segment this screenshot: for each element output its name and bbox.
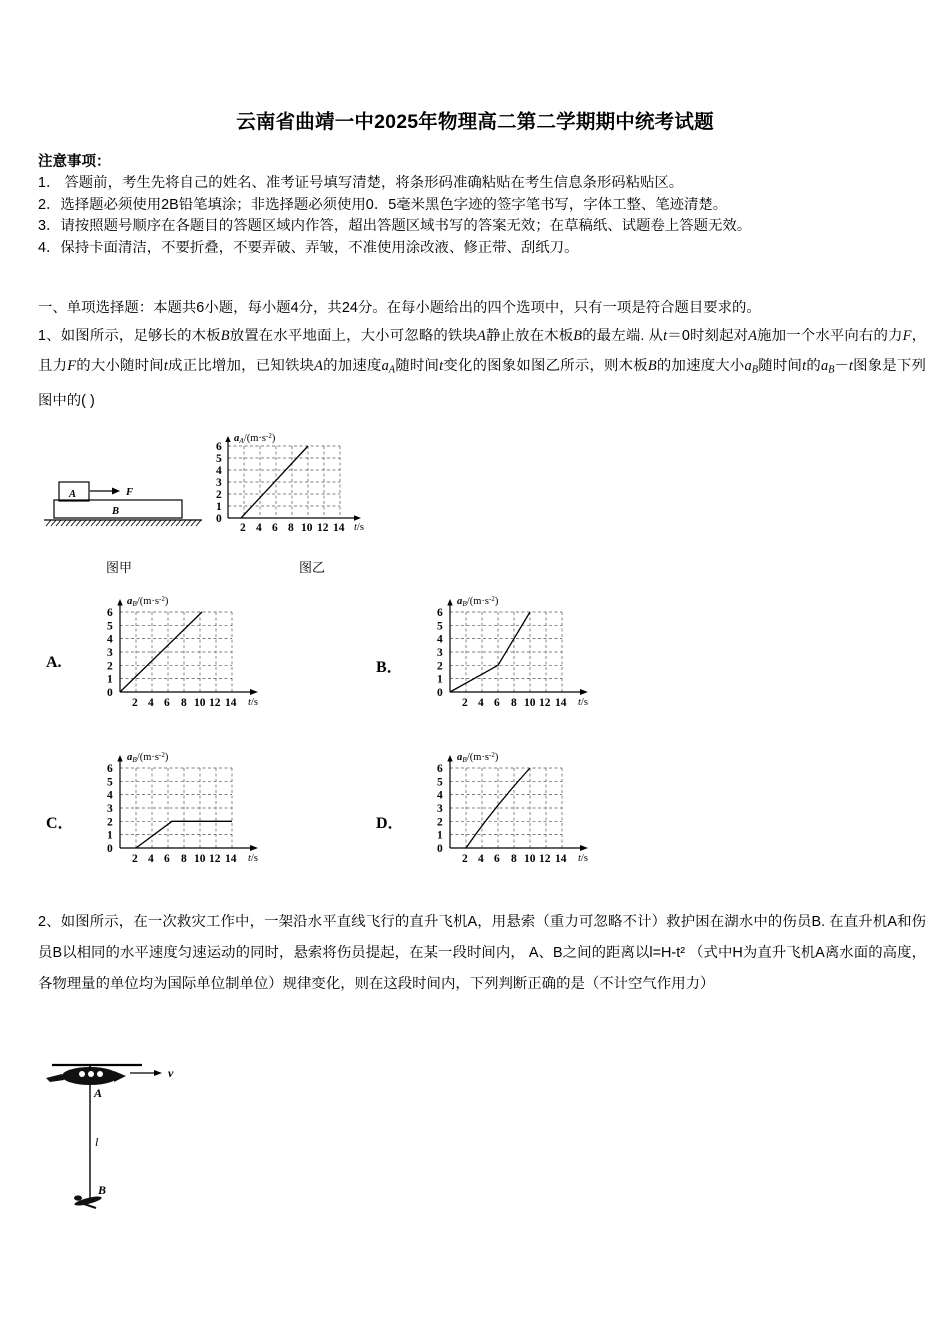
c-xtick-12: 12 xyxy=(209,853,221,865)
q1-seg-12: 变化的图象如图乙所示，则木板 xyxy=(443,358,648,374)
d-ytick-6: 6 xyxy=(437,763,443,775)
d-xtick-8: 8 xyxy=(511,853,517,865)
helicopter-tail xyxy=(46,1074,64,1082)
d-x-axis-label: t/s xyxy=(578,853,588,864)
b-xtick-14: 14 xyxy=(555,697,567,709)
d-ytick-1: 1 xyxy=(437,829,443,842)
notice-item-3: 3．请按照题号顺序在各题目的答题区域内作答，超出答题区域书写的答案无效；在草稿纸、试题卷上答题无效。 xyxy=(38,218,752,234)
notice-block xyxy=(38,152,918,259)
q1-seg-2: 放置在水平地面上，大小可忽略的铁块 xyxy=(229,328,478,344)
q1-var-a1: A xyxy=(477,328,486,344)
c-ytick-2: 2 xyxy=(107,816,113,829)
option-b[interactable] xyxy=(372,592,672,727)
d-xtick-12: 12 xyxy=(539,853,551,865)
c-xtick-6: 6 xyxy=(164,853,170,865)
question-1-text xyxy=(38,321,926,416)
c-y-axis-arrow xyxy=(117,755,122,762)
a-x-axis-label: t/s xyxy=(248,697,258,708)
figure-helicopter xyxy=(44,1058,224,1218)
yi-xtick-14: 14 xyxy=(333,522,345,534)
c-xtick-4: 4 xyxy=(148,853,154,865)
option-a-letter: A. xyxy=(46,654,62,671)
q1-seg-11: 随时间 xyxy=(395,358,440,374)
q1-seg-8: 的大小随时间 xyxy=(76,358,164,374)
figure-jia-yi xyxy=(42,432,392,577)
b-ytick-3: 3 xyxy=(437,647,443,659)
yi-xtick-8: 8 xyxy=(288,522,294,534)
yi-ytick-1: 1 xyxy=(216,501,222,513)
yi-xtick-4: 4 xyxy=(256,522,262,534)
a-xtick-10: 10 xyxy=(194,697,206,709)
q1-var-aB2: a xyxy=(820,358,829,374)
d-ytick-5: 5 xyxy=(437,776,443,789)
a-ytick-1: 1 xyxy=(107,673,113,686)
b-xtick-6: 6 xyxy=(494,697,500,709)
b-ytick-6: 6 xyxy=(437,607,443,619)
a-xtick-14: 14 xyxy=(225,697,237,709)
person-label-b: B xyxy=(98,1183,107,1197)
q1-seg-5: ＝0时刻起对 xyxy=(667,328,749,344)
figure-jia-caption: 图甲 xyxy=(105,560,132,575)
d-ytick-0: 0 xyxy=(437,843,443,855)
q1-var-f1: F xyxy=(902,328,912,344)
q1-seg-3: 静止放在木板 xyxy=(485,328,574,344)
q1-var-aA-sub: A xyxy=(388,364,396,376)
yi-ytick-6: 6 xyxy=(216,441,222,453)
d-ytick-4: 4 xyxy=(437,789,443,802)
yi-x-axis-label: t/s xyxy=(354,522,364,533)
a-xtick-6: 6 xyxy=(164,697,170,709)
d-ytick-3: 3 xyxy=(437,803,443,815)
b-x-axis-arrow xyxy=(580,689,588,695)
page-title: 云南省曲靖一中2025年物理高二第二学期期中统考试题 xyxy=(236,111,714,133)
d-gridlines xyxy=(450,768,562,848)
figure-yi-caption: 图乙 xyxy=(298,560,325,575)
q1-seg-15: 的 xyxy=(806,358,821,374)
q1-var-aB2-sub: B xyxy=(828,364,835,376)
c-xtick-14: 14 xyxy=(225,853,237,865)
q1-seg-7: ，且力 xyxy=(38,328,926,374)
q1-seg-14: 随时间 xyxy=(758,358,803,374)
q1-seg-1: 如图所示，足够长的木板 xyxy=(60,328,221,344)
q1-number: 1、 xyxy=(38,328,61,344)
option-b-chart xyxy=(410,592,620,722)
yi-ytick-0: 0 xyxy=(216,513,222,525)
d-xtick-2: 2 xyxy=(462,853,468,865)
q1-seg-10: 的加速度 xyxy=(322,358,382,374)
c-xtick-10: 10 xyxy=(194,853,206,865)
velocity-arrow-head xyxy=(154,1070,162,1076)
q1-seg-4: 的最左端. 从 xyxy=(582,328,664,344)
b-ytick-2: 2 xyxy=(437,660,443,673)
c-xtick-8: 8 xyxy=(181,853,187,865)
q1-seg-13: 的加速度大小 xyxy=(656,358,745,374)
b-ytick-5: 5 xyxy=(437,620,443,633)
section-heading: 一、单项选择题：本题共6小题，每小题4分，共24分。在每小题给出的四个选项中，只有一项是符合题目要求的。 xyxy=(38,300,761,316)
c-ytick-1: 1 xyxy=(107,829,113,842)
yi-ytick-2: 2 xyxy=(216,489,222,501)
a-gridlines xyxy=(120,612,232,692)
force-arrow-head xyxy=(112,488,120,495)
a-xtick-12: 12 xyxy=(209,697,221,709)
b-ytick-0: 0 xyxy=(437,687,443,699)
a-ytick-4: 4 xyxy=(107,633,113,646)
a-ytick-2: 2 xyxy=(107,660,113,673)
notice-item-1: 1． 答题前，考生先将自己的姓名、准考证号填写清楚，将条形码准确粘贴在考生信息条形码粘贴区。 xyxy=(38,175,684,191)
ground-hatching xyxy=(46,520,201,526)
b-y-axis-label: $aB/(m\cdot s^{-2})$ xyxy=(457,595,499,608)
yi-ytick-4: 4 xyxy=(216,465,222,477)
d-ytick-2: 2 xyxy=(437,816,443,829)
a-ytick-0: 0 xyxy=(107,687,113,699)
q1-seg-16: － xyxy=(834,358,849,374)
cabin-window-2 xyxy=(88,1071,94,1077)
q1-var-t1: t xyxy=(663,328,668,344)
a-x-axis-arrow xyxy=(250,689,258,695)
q2-body: 如图所示，在一次救灾工作中，一架沿水平直线飞行的直升飞机A，用悬索（重力可忽略不计）救护困在湖水中的伤员B. 在直升机A和伤员B以相同的水平速度匀速运动的同时，悬索将伤员提起，在某一段时间内， A、B之间的距离以l=H-t² （式中H为直升飞机A离水面的高度，各物理量的单位均为国际单位制单位）规律变化，则在这段时间内，下列判断正确的是（不计空气作用力） xyxy=(38,914,927,992)
d-xtick-10: 10 xyxy=(524,853,536,865)
option-d-letter: D． xyxy=(376,815,404,832)
c-ytick-6: 6 xyxy=(107,763,113,775)
q1-seg-9: 成正比增加，已知铁块 xyxy=(167,358,315,374)
yi-ytick-3: 3 xyxy=(216,477,222,489)
q2-number: 2、 xyxy=(38,914,61,930)
q1-var-aA: a xyxy=(381,358,389,374)
a-xtick-8: 8 xyxy=(181,697,187,709)
option-c[interactable] xyxy=(42,748,342,883)
q1-var-a2: A xyxy=(748,328,757,344)
board-b-label: B xyxy=(112,506,120,517)
q1-var-t5: t xyxy=(848,358,853,374)
q1-var-a3: A xyxy=(314,358,323,374)
b-y-axis-arrow xyxy=(447,599,452,606)
option-d[interactable] xyxy=(372,748,672,883)
notice-heading: 注意事项： xyxy=(38,154,111,170)
yi-gridlines xyxy=(228,446,340,518)
option-a-chart xyxy=(80,592,290,722)
d-xtick-6: 6 xyxy=(494,853,500,865)
a-y-axis-label: $aB/(m\cdot s^{-2})$ xyxy=(127,595,169,608)
helicopter-label-a: A xyxy=(94,1086,103,1100)
a-ytick-6: 6 xyxy=(107,607,113,619)
helicopter-nose xyxy=(114,1071,126,1082)
figure-yi-chart xyxy=(204,432,374,547)
a-ytick-5: 5 xyxy=(107,620,113,633)
q1-var-t4: t xyxy=(802,358,807,374)
d-xtick-4: 4 xyxy=(478,853,484,865)
q1-var-t2: t xyxy=(163,358,168,374)
q1-var-b2: B xyxy=(573,328,583,344)
a-y-axis-arrow xyxy=(117,599,122,606)
notice-item-2: 2．选择题必须使用2B铅笔填涂；非选择题必须使用0．5毫米黑色字迹的签字笔书写，字体工整、笔迹清楚。 xyxy=(38,196,728,213)
yi-x-axis-arrow xyxy=(354,515,361,520)
option-c-chart xyxy=(80,748,290,878)
q1-var-f2: F xyxy=(67,358,77,374)
a-xtick-4: 4 xyxy=(148,697,154,709)
q1-seg-6: 施加一个水平向右的力 xyxy=(756,328,903,344)
block-a-label: A xyxy=(69,489,77,500)
a-ytick-3: 3 xyxy=(107,647,113,659)
q1-var-t3: t xyxy=(439,358,444,374)
option-c-letter: C． xyxy=(46,815,74,832)
d-x-axis-arrow xyxy=(580,845,588,851)
b-xtick-2: 2 xyxy=(462,697,468,709)
c-ytick-3: 3 xyxy=(107,803,113,815)
a-xtick-2: 2 xyxy=(132,697,138,709)
yi-ytick-5: 5 xyxy=(216,453,222,465)
cabin-window-3 xyxy=(97,1071,103,1077)
d-xtick-14: 14 xyxy=(555,853,567,865)
helicopter-diagram xyxy=(44,1058,224,1218)
c-y-axis-label: $aB/(m\cdot s^{-2})$ xyxy=(127,751,169,764)
c-ytick-0: 0 xyxy=(107,843,113,855)
q1-var-b3: B xyxy=(647,358,657,374)
b-xtick-10: 10 xyxy=(524,697,536,709)
yi-y-axis-label: $aA/(m\cdot s^{-2})$ xyxy=(234,432,276,445)
question-2-text xyxy=(38,907,926,1000)
c-x-axis-label: t/s xyxy=(248,853,258,864)
yi-xtick-10: 10 xyxy=(301,522,313,534)
b-xtick-8: 8 xyxy=(511,697,517,709)
b-ytick-4: 4 xyxy=(437,633,443,646)
c-gridlines xyxy=(120,768,232,848)
yi-xtick-6: 6 xyxy=(272,522,278,534)
q1-var-aB: a xyxy=(744,358,752,374)
cable-length-label: l xyxy=(95,1135,99,1149)
c-ytick-4: 4 xyxy=(107,789,113,802)
notice-item-4: 4．保持卡面清洁，不要折叠，不要弄破、弄皱，不准使用涂改液、修正带、刮纸刀。 xyxy=(38,239,579,256)
c-xtick-2: 2 xyxy=(132,853,138,865)
b-x-axis-label: t/s xyxy=(578,697,588,708)
q1-seg-17: 图象是下列图中的( ) xyxy=(38,358,926,409)
q1-var-aB-sub: B xyxy=(751,364,759,376)
c-ytick-5: 5 xyxy=(107,776,113,789)
q1-var-b1: B xyxy=(220,328,230,344)
b-xtick-4: 4 xyxy=(478,697,484,709)
d-y-axis-label: $aB/(m\cdot s^{-2})$ xyxy=(457,751,499,764)
option-d-chart xyxy=(410,748,620,878)
b-xtick-12: 12 xyxy=(539,697,551,709)
cabin-window-1 xyxy=(79,1071,85,1077)
option-a[interactable] xyxy=(42,592,342,727)
force-label: F xyxy=(126,487,134,498)
option-b-letter: B． xyxy=(376,659,403,676)
velocity-label: v xyxy=(168,1066,174,1080)
d-y-axis-arrow xyxy=(447,755,452,762)
c-x-axis-arrow xyxy=(250,845,258,851)
b-ytick-1: 1 xyxy=(437,673,443,686)
yi-xtick-12: 12 xyxy=(317,522,329,534)
yi-xtick-2: 2 xyxy=(240,522,246,534)
yi-y-axis-arrow xyxy=(225,436,230,442)
